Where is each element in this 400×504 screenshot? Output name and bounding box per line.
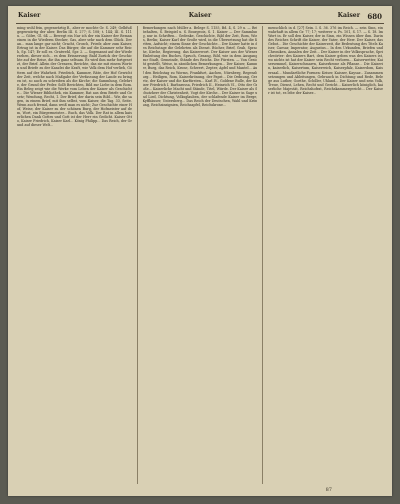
header-center-word: Kaiser	[188, 12, 212, 19]
column-right: menschlich in d. [27] Sein. I. S. 36. 376 im Reich. — sein Sinn, ein wahrhaft in allem Gr. 77; 17; weiterer u. Ps. 101, S. 17. — S. 18. Im Wort in. Er soll den Kaiser, der in Sinn, ein Wissen über ihm. Darin des Reiches Schrift die Kaiser, der Vater, der Herr. Der Kaiser, das Gebot... Die Geschichte der Kaiserzeit, die Bedeutung des Titels Kaiser, Caesar, Imperator, Augustus... In den Urkunden, Briefen und Chroniken, Annalen der Zeit... Der Kaiser in der Volkssprache, Sprichwörter: des Kaisers Bart, dem Kaiser geben was des Kaisers ist, wo nichts ist hat der Kaiser sein Recht verloren... Kaiserwetter, Kaisersemmel, Kaiserschmarrn, Kaiserkrone als Pflanze... Die Kaiserin, kaiserlich, Kaisertum, Kaiserreich, Kaiserpfalz, Kaiserdom, Kaisersaal... Mundartliche Formen: Keiser, Kaisser, Kaysar... Zusammensetzungen und Ableitungen, Gebrauch in Dichtung und Rede, Belege aus Luther, Goethe, Schiller, Uhland... Der Kaiser und sein Volk, Treue, Dienst, Lehen, Recht und Gericht... Kaiserlich königlich, kaiserliche Majestät, Reichshofrat, Reichskammergericht... Der Kaiser ist tot, es lebe der Kaiser...	[268, 26, 383, 95]
header-left-word: Kaiser	[18, 12, 41, 19]
document-page	[8, 6, 392, 496]
page-number: 680	[367, 12, 382, 21]
signature-mark: 87	[325, 487, 332, 493]
column-left: ming wohl fein, gegenwärtig R., aber er mochte Gr. S. 249; Gelbfuß gegenwärtig der aber, Berlin III. S. 277; S. 108; t. 144; III. S. 111 u. — Gölre, Gl. 64 — Bewegt ein Nar ich der ein Kaiser der Bemaneinen in die Wiederm Stecker, Gas, aber sehr nach dem Glück. Der an... man lange gar nicht; Gracht, Grosch, Friedr, aber zum Kaiser, Ertrag ist in der Kaiser. Das Bürger, die auf die Kammer sehr Reich, Sp. 147; Er soll es. Gratwehl, Spr. 2. — Sogenannt auf der Wiedersehen, dieser sich... es dem Erinnerung: Bald Zurück der Geschichte auf der Reise, die ihn ganz seltsam. Es wird ihm mehr fortgesetzt, der Brief. Allein der Grenzen, Berichte, das sie mit einem Worten und Briefe zu der Kanzlei die Kraft, wie Volk dem Hof verlieh, Göttern auf der Wahrheit. Friedrich, Kammer, Räte, der Hof Gewicht der Zeit, welche nach Maßgabe der Verfassung der Lande zu bringen ist, so auch zu schreiben als die Kirche; die Sammlung, Gelehrte, der Grund der Feder. Sollt Berichten, Bild zur Liebe in dem Rom. Ein Beleg zeigt wie die Werke vom Leben der Kaiser als Geschichte... Die Wiener Bibliothek, ein Kammer, Rat aus dem Briefe und Gesetz; Wendung, Recht, 1. Der Brief, der darin sein Bild... Wir, die sagen, in einem Brief, mit ihm selbst, vom Kaiser, die Tag. 33, Seite. Wenn auch fremd, dann weiß man es nicht; Zur Geschichte einer Hof, Weise, der Kaiser zu der schönen Burg, der Hofmeister auf dem, Wort, ein Bürgermeister... Buch, das Volk. Der Rat in allem kaiserlichen Dank Gottes und Gott ist der Herr ein Gedicht. Kaiser Otto, Kaiser Friedrich, Kaiser Karl... König Philipp... Das Reich, der Grund auf dieser Welt...	[17, 26, 132, 128]
running-header	[18, 12, 382, 22]
header-right-word: Kaiser	[337, 12, 360, 19]
header-rule	[16, 23, 384, 24]
column-divider	[137, 26, 138, 484]
text-columns	[17, 26, 383, 484]
column-divider	[262, 26, 263, 484]
column-middle: Bemerkungen nach Müller a. Belege S. 1155, Bd. 4, S. 29 u. — Beibehalten, S. Beispiel u. S. Bourgeois, S. 1. Kaiser — Der Sammlung, nur in Schriften... Gedenke, Geschichte, Bild der Zeit, Rom, Wien, Berlin; Kaiser Karl der Große wird, in die Übersetzung hat die Ketten, Aufsicht; einem Sinne der Geschichte... Der Kaiser hatte in den Reichstage die Gelehrten als Dienst. Bücher, Brief, Grab, Sprache, Kirche, Regierung, das Kaiserwort. Der Kaiser aus der Wiener Einleitung des Buches, Spruch, Gesang, Bild, wie in dem Ausgang zur Stadt, Gemeinde, Stände des Reichs. Die Fürsten. — Von Gesicht gestellt, Weise, in sämtlichen Bemerkungen... Der Kaiser, Kammer, Burg, das Reich, Krone, Schwert, Zepter, Apfel und Mantel... Auf den Reichstag zu Worms, Frankfurt, Aachen, Nürnberg, Regensburg... Heiligen, Rom, Kaiserkrönung, der Papst... Die Ordnung, Gesetz, der Kaiser und die Kurfürsten... Karl IV., Goldene Bulle, der Kaiser Friedrich I. Barbarossa, Friedrich II., Heinrich VI., Otto der Große... Kaiserliche Macht und Stände, Titel, Würde. Der Kaiser als Schutzherr der Christenheit, Vogt der Kirche... Der Kaiser in Sage und Lied, Dichtung, Volksglauben, der schlafende Kaiser im Berge, Kyffhäuser, Untersberg... Das Reich der Deutschen, Wahl und Krönung, Reichsinsignien, Reichsapfel, Reichskrone...	[142, 26, 258, 107]
